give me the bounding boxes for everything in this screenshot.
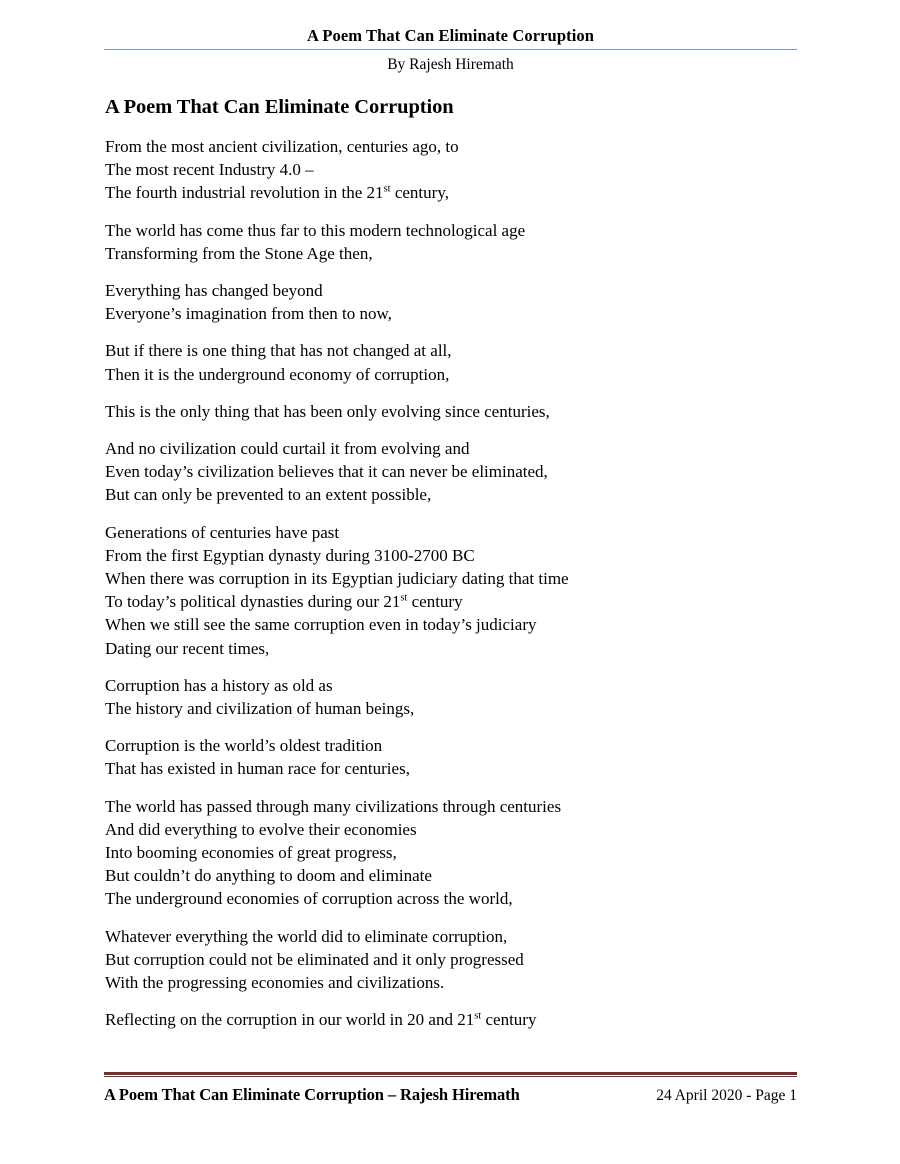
ordinal-suffix: st (383, 183, 391, 195)
document-body (105, 94, 805, 1046)
poem-line: Dating our recent times, (105, 638, 270, 658)
poem-line: Corruption has a history as old as (105, 675, 333, 695)
stanza (105, 1008, 805, 1031)
poem-line: The underground economies of corruption across the world, (105, 889, 513, 909)
page-header (104, 26, 797, 75)
stanza (105, 925, 805, 995)
header-divider (104, 49, 797, 50)
poem-line: But couldn’t do anything to doom and eliminate (105, 866, 432, 886)
poem-line: But if there is one thing that has not changed at all, (105, 341, 452, 361)
poem-line: The world has passed through many civilizations through centuries (105, 796, 562, 816)
poem-line: From the first Egyptian dynasty during 3100-2700 BC (105, 545, 475, 565)
page-footer (104, 1072, 797, 1106)
poem-line: Everything has changed beyond (105, 281, 323, 301)
poem-line: This is the only thing that has been only evolving since centuries, (105, 401, 550, 421)
ordinal-suffix: st (474, 1010, 482, 1022)
poem-line: But can only be prevented to an extent possible, (105, 485, 432, 505)
poem-line: But corruption could not be eliminated and it only progressed (105, 949, 524, 969)
poem-line: Everyone’s imagination from then to now, (105, 304, 392, 324)
poem-line: And did everything to evolve their economies (105, 819, 417, 839)
poem-line: Corruption is the world’s oldest tradition (105, 736, 383, 756)
footer-title: A Poem That Can Eliminate Corruption – Rajesh Hiremath (104, 1085, 520, 1104)
poem-line: That has existed in human race for centuries, (105, 759, 410, 779)
poem-line: When we still see the same corruption even in today’s judiciary (105, 615, 537, 635)
footer-divider (104, 1072, 797, 1077)
poem-line: Generations of centuries have past (105, 522, 340, 542)
stanza (105, 674, 805, 720)
poem-line: When there was corruption in its Egyptian judiciary dating that time (105, 569, 569, 589)
stanza (105, 437, 805, 507)
header-byline: By Rajesh Hiremath (387, 56, 514, 73)
stanza (105, 279, 805, 325)
poem-line: And no civilization could curtail it from evolving and (105, 439, 470, 459)
poem-line: The history and civilization of human beings, (105, 699, 415, 719)
stanza (105, 219, 805, 265)
poem-line: The fourth industrial revolution in the 21st century, (105, 183, 449, 203)
poem-line: Even today’s civilization believes that it can never be eliminated, (105, 462, 548, 482)
stanza (105, 135, 805, 205)
poem-title: A Poem That Can Eliminate Corruption (105, 96, 454, 118)
stanza (105, 734, 805, 780)
poem-line: Transforming from the Stone Age then, (105, 243, 373, 263)
stanza (105, 521, 805, 660)
ordinal-suffix: st (400, 592, 408, 604)
footer-row (104, 1085, 797, 1106)
poem-line: To today’s political dynasties during our 21st century (105, 592, 463, 612)
footer-date-page: 24 April 2020 - Page 1 (656, 1087, 797, 1104)
poem-stanzas (105, 135, 805, 1032)
poem-line: Whatever everything the world did to eliminate corruption, (105, 926, 508, 946)
stanza (105, 400, 805, 423)
header-title: A Poem That Can Eliminate Corruption (306, 26, 595, 45)
poem-line: Into booming economies of great progress, (105, 843, 397, 863)
poem-line: The world has come thus far to this modern technological age (105, 220, 526, 240)
poem-line: Then it is the underground economy of corruption, (105, 364, 450, 384)
poem-line: The most recent Industry 4.0 – (105, 160, 314, 180)
poem-line: Reflecting on the corruption in our world in 20 and 21st century (105, 1010, 537, 1030)
stanza (105, 339, 805, 385)
poem-line: From the most ancient civilization, centuries ago, to (105, 137, 459, 156)
stanza (105, 795, 805, 911)
poem-line: With the progressing economies and civilizations. (105, 973, 445, 993)
